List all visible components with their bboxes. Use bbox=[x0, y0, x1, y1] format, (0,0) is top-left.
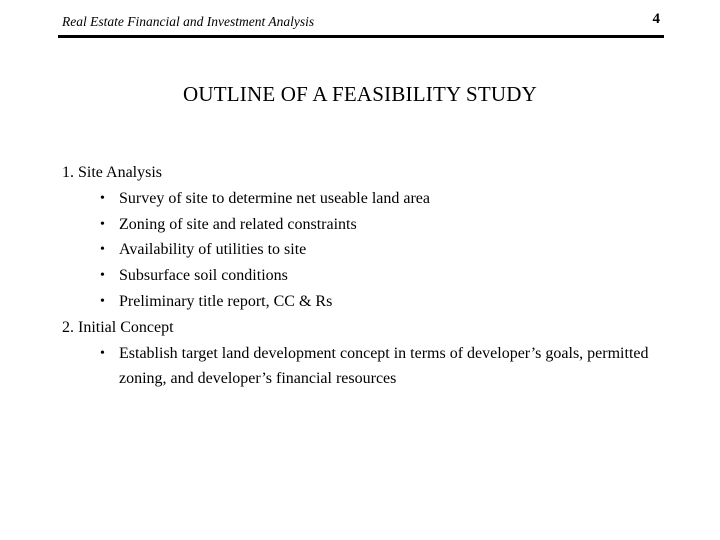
outline-body bbox=[62, 160, 672, 392]
bullet-item bbox=[62, 186, 672, 212]
bullet-text: Survey of site to determine net useable land area bbox=[119, 189, 430, 207]
bullet-item bbox=[62, 341, 672, 393]
bullet-text: Establish target land development concept in terms of developer’s goals, permitted zoning, and developer’s financial resources bbox=[119, 344, 649, 388]
bullet-list bbox=[62, 341, 672, 393]
bullet-marker: • bbox=[100, 268, 105, 284]
header-title: Real Estate Financial and Investment Analysis bbox=[62, 14, 315, 29]
bullet-marker: • bbox=[100, 345, 105, 361]
bullet-text: Zoning of site and related constraints bbox=[119, 215, 357, 233]
bullet-item bbox=[62, 212, 672, 238]
header-divider bbox=[58, 35, 664, 38]
bullet-marker: • bbox=[100, 216, 105, 232]
bullet-text: Preliminary title report, CC & Rs bbox=[119, 292, 333, 310]
bullet-text: Availability of utilities to site bbox=[119, 241, 307, 259]
bullet-item bbox=[62, 237, 672, 263]
bullet-list bbox=[62, 186, 672, 315]
bullet-marker: • bbox=[100, 293, 105, 309]
bullet-item bbox=[62, 289, 672, 315]
section-site-analysis bbox=[62, 160, 672, 315]
page-number: 4 bbox=[652, 11, 660, 27]
slide-title: OUTLINE OF A FEASIBILITY STUDY bbox=[182, 82, 538, 106]
bullet-marker: • bbox=[100, 242, 105, 258]
bullet-marker: • bbox=[100, 190, 105, 206]
bullet-item bbox=[62, 263, 672, 289]
section-initial-concept bbox=[62, 315, 672, 392]
bullet-text: Subsurface soil conditions bbox=[119, 267, 288, 285]
section-heading: 2. Initial Concept bbox=[62, 318, 174, 336]
section-heading: 1. Site Analysis bbox=[62, 164, 163, 181]
